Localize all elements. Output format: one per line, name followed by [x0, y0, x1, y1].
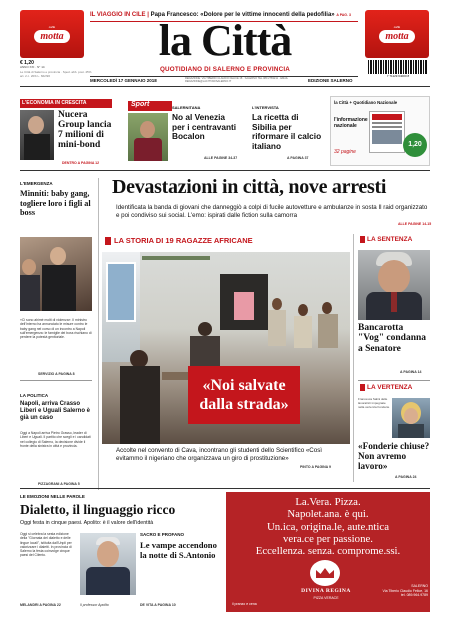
- dialetto-label: LE EMOZIONI NELLE PAROLE: [20, 494, 85, 499]
- dialetto-deck: Oggi festa in cinque paesi. Apolito: è il valore dell'identità: [20, 520, 154, 526]
- main-deck: Identificata la banda di giovani che danneggiò a colpi di fucile autovetture e ambulanze in sosta Il raid organizzato e poi condiviso sui social. L'emo: ispirati dalle fiction sulla camorra: [116, 204, 428, 219]
- ad-line: Napolet.ana. è qui.: [287, 508, 369, 521]
- story-ref[interactable]: PINTO A PAGINA 9: [300, 465, 331, 469]
- crown-logo-icon: [310, 560, 340, 586]
- emergenza-headline[interactable]: Minniti: baby gang, togliere loro i figli al boss: [20, 189, 91, 218]
- story-header-bg: [102, 235, 350, 247]
- ad-line: Eccellenza. senza. comprome.ssi.: [255, 545, 401, 558]
- politica-ref[interactable]: PIZZAGRANI A PAGINA 5: [38, 482, 80, 486]
- sport-kicker: SALERNITANA: [172, 105, 201, 110]
- top-bar-tag: IL VIAGGIO IN CILE: [90, 12, 146, 18]
- dialetto-headline2[interactable]: Le vampe accendono la notte di S.Antonio: [140, 540, 217, 561]
- main-ref[interactable]: ALLE PAGINE 14-15: [398, 222, 432, 226]
- vertenza-headline[interactable]: «Fonderie chiuse? Non avremo lavoro»: [358, 441, 430, 472]
- ad-line: La.Vera. Pizza.: [295, 496, 361, 508]
- dialetto-ref2[interactable]: DE VITA A PAGINA 10: [140, 603, 176, 607]
- sentenza-headline[interactable]: Bancarotta "Vog" condanna a Senatore: [358, 323, 427, 354]
- promo-pages: 32 pagine: [334, 149, 356, 155]
- promo-price-badge: 1,20: [403, 133, 427, 157]
- date: MERCOLEDÌ 17 GENNAIO 2018: [90, 78, 157, 83]
- vertenza-body: Francesca Salini delle lavoratrici impegnate nella vertenza Fonderie: [358, 397, 390, 409]
- anno: ANNO XXI · N° 14: [20, 65, 45, 69]
- masthead-title: la Città: [158, 16, 292, 65]
- strip-economia-ref[interactable]: DENTRO A PAGINA 12: [62, 161, 100, 165]
- barcode: [368, 60, 428, 74]
- politica-headline[interactable]: Napoli, arriva Crasso Liberi e Uguali Salerno è già un caso: [20, 401, 91, 422]
- strip-economia-headline[interactable]: Nucera Group lancia 7 milioni di mini-bond: [58, 110, 112, 150]
- politica-label: LA POLITICA: [20, 393, 49, 398]
- vertenza-header: [358, 383, 430, 395]
- dialetto-headline[interactable]: Dialetto, il linguaggio ricco: [20, 502, 176, 517]
- nucera-photo: [20, 110, 54, 160]
- intervista-label: L'INTERVISTA: [252, 105, 279, 110]
- promo-title: la Città + Quotidiano Nazionale: [334, 100, 398, 105]
- sport-ref[interactable]: ALLE PAGINE 34-37: [204, 156, 238, 160]
- strip-economia-label: L'ECONOMIA IN CRESCITA: [20, 99, 112, 108]
- story-section: LA STORIA DI 19 RAGAZZE AFRICANE: [114, 236, 253, 245]
- apolito-photo: [80, 533, 136, 595]
- ad-tagline: PIZZA VERACE: [313, 596, 339, 600]
- ad-line: Un.ica, origina.le, aute.ntica: [266, 520, 389, 533]
- ad-city: SALERNO: [411, 584, 428, 588]
- ad-footer: il pranzo e cena: [232, 602, 257, 606]
- dialetto-photo-caption: Il professor Apolito: [80, 603, 109, 607]
- dialetto-body: Oggi si celebra la sesta edizione della "Giornata del dialetto e delle lingue locali", istituita dall'Unpli per valorizzare i dialetti. In provincia di Salerno la festa coinvolge cinque paesi del Cilento.: [20, 532, 72, 558]
- minniti-photo: [20, 237, 92, 311]
- main-headline[interactable]: Devastazioni in città, nove arresti: [112, 176, 387, 198]
- emergenza-label: L'EMERGENZA: [20, 181, 53, 186]
- masthead-subtitle: QUOTIDIANO DI SALERNO E PROVINCIA: [159, 66, 291, 73]
- story-caption: Accolte nel convento di Cava, incontrano gli studenti dello Scientifico «Così evitammo il nigeriano che organizzava un giro di prostituzione»: [116, 447, 323, 462]
- top-bar[interactable]: IL VIAGGIO IN CILE | Papa Francesco: «Dolore per le vittime innocenti della pedofilia» A PAG. 3: [90, 12, 351, 18]
- promo-box[interactable]: [330, 96, 430, 166]
- sentenza-ref[interactable]: A PAGINA 14: [400, 370, 422, 374]
- sponsor-logo-right[interactable]: caffè motta: [365, 10, 429, 58]
- promo-body: l'informazione nazionale: [334, 117, 368, 129]
- intervista-ref[interactable]: A PAGINA 37: [287, 156, 309, 160]
- ad-contact: [376, 584, 428, 598]
- senatore-photo: [358, 250, 430, 320]
- vertenza-label: LA VERTENZA: [367, 384, 413, 392]
- dialetto-kicker: SACRO E PROFANO: [140, 532, 185, 537]
- story-quote[interactable]: «Noi salvate dalla strada»: [188, 366, 300, 424]
- sport-headline[interactable]: No al Venezia per i centravanti Bocalon: [172, 112, 237, 142]
- intervista-headline[interactable]: La ricetta di Sibilia per riformare il calcio italiano: [252, 112, 322, 151]
- vertenza-photo: [392, 398, 430, 438]
- emergenza-body: «Ci sono ahimè molti di violenza». Il ministro dell'Interno ha annunciato le misure contro le baby gang nel corso di un incontro a Napoli sull'emergenza: le famiglie dei boss rischiano di perdere la potestà genitoriale.: [20, 318, 92, 340]
- politica-body: Oggi a Napoli arriva Pietro Grasso, leader di Liberi e Uguali. Il partito che scegli e i candidati nel collegio di Salerno, la decisione divide il fronte della sinistra in città e provincia.: [20, 431, 91, 448]
- top-bar-ref: A PAG. 3: [336, 13, 351, 17]
- ad-line: vera.ce per passione.: [283, 532, 373, 545]
- sentenza-header: [358, 235, 430, 247]
- edition: EDIZIONE SALERNO: [308, 78, 353, 83]
- price: € 1,20: [20, 60, 34, 66]
- ad-address: Via Tiberio Claudio Felice, 16: [382, 588, 428, 593]
- ad-slogan: [232, 496, 424, 557]
- promo-paper-icon: [369, 111, 405, 153]
- dialetto-ref[interactable]: MELANDRI A PAGINA 22: [20, 603, 61, 607]
- ad-brand: DIVINA REGINA: [301, 588, 351, 594]
- top-bar-text: Papa Francesco: «Dolore per le vittime innocenti della pedofilia»: [150, 12, 335, 18]
- sentenza-label: LA SENTENZA: [367, 236, 413, 244]
- vertenza-ref[interactable]: A PAGINA 24: [395, 475, 417, 479]
- barcode-number: 7 71129 64000 8: [386, 74, 410, 78]
- sport-label: Sport: [128, 101, 172, 111]
- ad-phone: tel. 089.964.9789: [400, 593, 428, 598]
- sponsor-logo-left[interactable]: caffè motta: [20, 10, 84, 58]
- pizza-advertisement[interactable]: [226, 492, 430, 612]
- bocalon-photo: [128, 113, 168, 161]
- emergenza-ref[interactable]: SERVIZIO A PAGINA 8: [38, 372, 75, 376]
